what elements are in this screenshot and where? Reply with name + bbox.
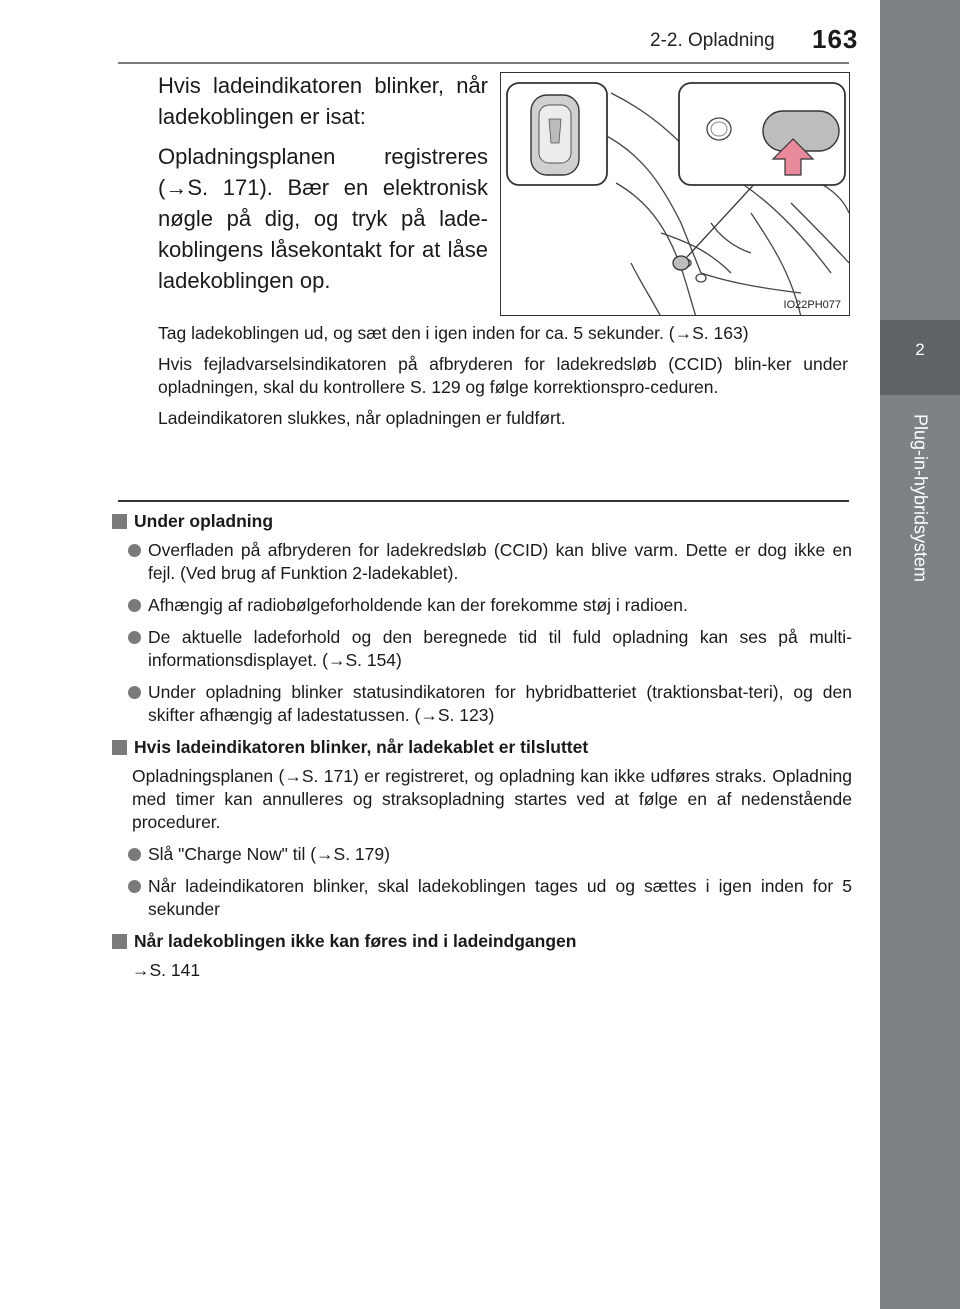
section-heading [112,510,852,533]
circle-bullet-icon [128,544,141,557]
page-number: 163 [812,24,859,54]
circle-bullet-icon [128,631,141,644]
illustration-drawing [501,73,850,316]
note-item: Ladeindikatoren slukkes, når opladningen er fuldført. [158,408,566,428]
square-bullet-icon [112,514,127,529]
bullet-text: Overfladen på afbryderen for ladekredsløb (CCID) kan blive varm. Dette er dog ikke en fejl. (Ved brug af Funktion 2-ladekablet). [148,540,852,583]
intro-condition: Hvis ladeindikatoren blinker, når ladekoblingen er isat: [158,73,488,129]
figure-id: IO22PH077 [783,299,841,311]
bullet-item [112,594,852,617]
notes-block [158,322,848,438]
square-bullet-icon [112,934,127,949]
circle-bullet-icon [128,880,141,893]
bullet-text: Under opladning blinker statusindikatoren for hybridbatteriet (traktionsbat-teri), og den skifter afhængig af ladestatussen. (→S. 123) [148,682,852,725]
circle-bullet-icon [128,599,141,612]
bullet-item [112,843,852,866]
bullet-item [112,539,852,585]
section-heading-text: Under opladning [134,511,274,531]
bullet-item [112,626,852,672]
bullet-item [112,875,852,921]
note-item: Tag ladekoblingen ud, og sæt den i igen inden for ca. 5 sekunder. (→S. 163) [158,323,749,343]
section-paragraph: Opladningsplanen (→S. 171) er registreret, og opladning kan ikke udføres straks. Opladning med timer kan annulleres og straksopladning startes ved at følge en af nedenstående procedurer. [132,766,852,832]
info-sections [112,510,852,991]
charging-connector-illustration [500,72,850,316]
bullet-text: Slå "Charge Now" til (→S. 179) [148,844,390,864]
section-heading [112,930,852,953]
section-paragraph: →S. 141 [132,960,201,980]
section-divider [118,500,849,502]
intro-instruction: Opladningsplanen registreres (→S. 171). Bær en elektronisk nøgle på dig, og tryk på lade-koblingens låsekontakt for at låse ladekoblingen op. [158,144,488,293]
intro-text [158,70,488,305]
circle-bullet-icon [128,686,141,699]
circle-bullet-icon [128,848,141,861]
section-heading [112,736,852,759]
bullet-text: Når ladeindikatoren blinker, skal ladekoblingen tages ud og sættes i igen inden for 5 sekunder [148,876,852,919]
header-rule [118,62,849,64]
side-tab-chapter-label: Plug-in-hybridsystem [910,413,931,583]
side-tab [880,0,960,1309]
note-item: Hvis fejladvarselsindikatoren på afbryderen for ladekredsløb (CCID) blin-ker under opladningen, skal du kontrollere S. 129 og følge korrektionspro-ceduren. [158,354,848,397]
bullet-item [112,681,852,727]
square-bullet-icon [112,740,127,755]
side-tab-chapter-number: 2 [915,340,925,359]
section-heading-text: Når ladekoblingen ikke kan føres ind i ladeindgangen [134,931,577,951]
section-heading-text: Hvis ladeindikatoren blinker, når ladekablet er tilsluttet [134,737,589,757]
section-title: 2-2. Opladning [650,30,775,51]
bullet-text: Afhængig af radiobølgeforholdende kan der forekomme støj i radioen. [148,595,688,615]
bullet-text: De aktuelle ladeforhold og den beregnede tid til fuld opladning kan ses på multi-informationsdisplayet. (→S. 154) [148,627,852,670]
